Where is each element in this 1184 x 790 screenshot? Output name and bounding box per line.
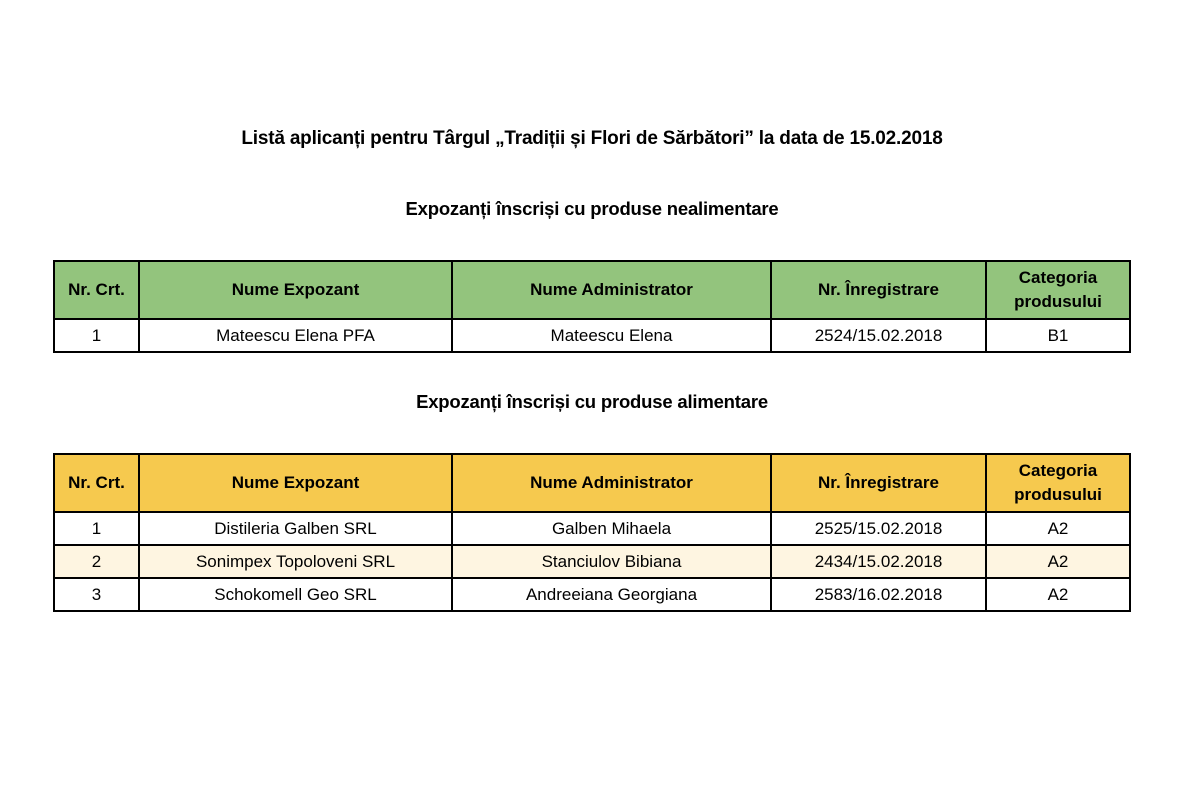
category-header-line1: Categoria (1018, 461, 1098, 480)
table-row (54, 545, 1130, 578)
cell-administrator: Andreeiana Georgiana (452, 578, 771, 611)
column-header-exhibitor: Nume Expozant (139, 454, 452, 512)
food-exhibitors-table (53, 453, 1131, 612)
table-header-row (54, 454, 1130, 512)
category-header-line2: produsului (1014, 485, 1102, 504)
cell-administrator: Stanciulov Bibiana (452, 545, 771, 578)
cell-category: B1 (986, 319, 1130, 352)
cell-registration: 2583/16.02.2018 (771, 578, 986, 611)
column-header-registration: Nr. Înregistrare (771, 261, 986, 319)
cell-category: A2 (986, 512, 1130, 545)
cell-administrator: Mateescu Elena (452, 319, 771, 352)
cell-category: A2 (986, 545, 1130, 578)
column-header-category (986, 454, 1130, 512)
non-food-section-heading: Expozanți înscriși cu produse nealimentare (405, 198, 779, 219)
cell-nr: 1 (54, 319, 139, 352)
cell-registration: 2434/15.02.2018 (771, 545, 986, 578)
column-header-category (986, 261, 1130, 319)
table-header-row (54, 261, 1130, 319)
cell-exhibitor: Sonimpex Topoloveni SRL (139, 545, 452, 578)
column-header-exhibitor: Nume Expozant (139, 261, 452, 319)
column-header-nr: Nr. Crt. (54, 454, 139, 512)
column-header-administrator: Nume Administrator (452, 454, 771, 512)
cell-nr: 1 (54, 512, 139, 545)
non-food-exhibitors-table (53, 260, 1131, 353)
cell-registration: 2525/15.02.2018 (771, 512, 986, 545)
document-title: Listă aplicanți pentru Târgul „Tradiții și Flori de Sărbători” la data de 15.02.2018 (241, 128, 943, 149)
cell-registration: 2524/15.02.2018 (771, 319, 986, 352)
cell-exhibitor: Mateescu Elena PFA (139, 319, 452, 352)
column-header-nr: Nr. Crt. (54, 261, 139, 319)
table-row (54, 319, 1130, 352)
column-header-administrator: Nume Administrator (452, 261, 771, 319)
category-header-line1: Categoria (1018, 268, 1098, 287)
cell-nr: 3 (54, 578, 139, 611)
food-section-heading: Expozanți înscriși cu produse alimentare (416, 391, 768, 412)
table-row (54, 512, 1130, 545)
cell-exhibitor: Distileria Galben SRL (139, 512, 452, 545)
cell-nr: 2 (54, 545, 139, 578)
cell-administrator: Galben Mihaela (452, 512, 771, 545)
category-header-line2: produsului (1014, 292, 1102, 311)
table-row (54, 578, 1130, 611)
column-header-registration: Nr. Înregistrare (771, 454, 986, 512)
cell-exhibitor: Schokomell Geo SRL (139, 578, 452, 611)
cell-category: A2 (986, 578, 1130, 611)
